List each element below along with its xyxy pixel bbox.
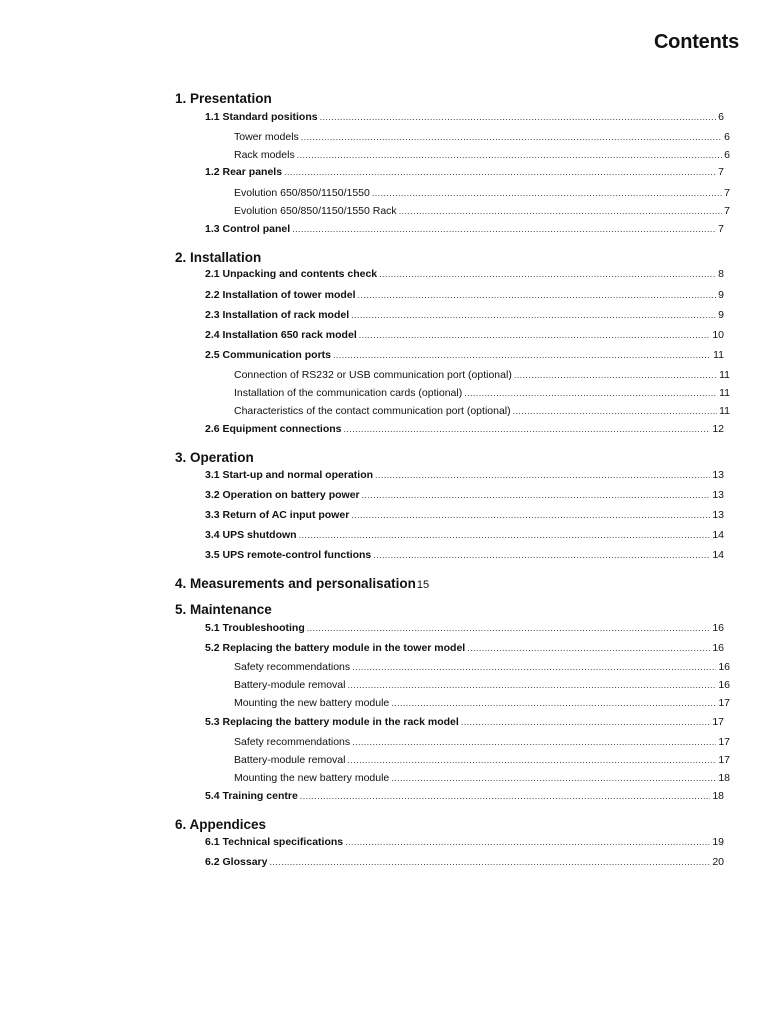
- toc-entry-label: 1.1 Standard positions: [205, 111, 318, 123]
- toc-entry-label: 3.5 UPS remote-control functions: [205, 549, 372, 561]
- toc-page-number: 7: [724, 205, 730, 217]
- toc-page-number: 7: [724, 187, 730, 199]
- toc-entry-label: 2. Installation: [175, 250, 262, 265]
- toc-entry-label: 5. Maintenance: [175, 602, 272, 617]
- toc-entry-label: Safety recommendations: [234, 736, 351, 748]
- toc-page-number: 17: [718, 697, 730, 709]
- toc-entry-label: 3.2 Operation on battery power: [205, 489, 360, 501]
- toc-page-number: 16: [718, 679, 730, 691]
- toc-subsection-entry: [205, 642, 724, 654]
- toc-page-number: 7: [718, 223, 724, 235]
- toc-entry-label: Safety recommendations: [234, 661, 351, 673]
- toc-page-number: 11: [719, 387, 730, 399]
- toc-subsection-entry: [205, 329, 724, 341]
- dot-leader: [351, 510, 710, 520]
- toc-entry-label: 2.1 Unpacking and contents check: [205, 268, 378, 280]
- dot-leader: [464, 388, 717, 398]
- toc-topic-entry: [234, 369, 730, 381]
- toc-entry-label: 3.1 Start-up and normal operation: [205, 469, 374, 481]
- dot-leader: [344, 424, 711, 434]
- toc-entry-label: 5.3 Replacing the battery module in the rack model: [205, 716, 459, 728]
- toc-entry-label: 6. Appendices: [175, 817, 267, 832]
- toc-page-number: 11: [719, 369, 730, 381]
- toc-page-number: 8: [718, 268, 724, 280]
- toc-entry-label: 2.2 Installation of tower model: [205, 289, 356, 301]
- toc-page-number: 20: [712, 856, 724, 868]
- toc-subsection-entry: [205, 549, 724, 561]
- toc-topic-entry: [234, 679, 730, 691]
- dot-leader: [375, 470, 710, 480]
- dot-leader: [467, 643, 710, 653]
- toc-page-number: 19: [712, 836, 724, 848]
- toc-entry-label: Installation of the communication cards (optional): [234, 387, 463, 399]
- toc-topic-entry: [234, 772, 730, 784]
- toc-entry-label: 3.4 UPS shutdown: [205, 529, 297, 541]
- dot-leader: [373, 550, 710, 560]
- dot-leader: [307, 623, 711, 633]
- toc-topic-entry: [234, 754, 730, 766]
- toc-subsection-entry: [205, 836, 724, 848]
- toc-subsection-entry: [205, 469, 724, 481]
- toc-page-number: 13: [712, 509, 724, 521]
- toc-entry-label: Characteristics of the contact communication port (optional): [234, 405, 511, 417]
- toc-page-number: 11: [719, 405, 730, 417]
- dot-leader: [292, 224, 716, 234]
- dot-leader: [345, 837, 710, 847]
- toc-entry-label: 2.3 Installation of rack model: [205, 309, 350, 321]
- toc-entry-label: 3.3 Return of AC input power: [205, 509, 350, 521]
- toc-subsection-entry: [205, 489, 724, 501]
- toc-subsection-entry: [205, 856, 724, 868]
- dot-leader: [300, 791, 711, 801]
- toc-page-number: 16: [718, 661, 730, 673]
- dot-leader: [391, 773, 716, 783]
- toc-subsection-entry: [205, 423, 724, 435]
- dot-leader: [284, 167, 716, 177]
- toc-page-number: 11: [713, 349, 724, 361]
- dot-leader: [362, 490, 711, 500]
- toc-subsection-entry: [205, 309, 724, 321]
- toc-entry-label: Evolution 650/850/1150/1550: [234, 187, 370, 199]
- toc-topic-entry: [234, 149, 730, 161]
- toc-page-number: 17: [712, 716, 724, 728]
- dot-leader: [352, 662, 716, 672]
- toc-page-number: 9: [718, 309, 724, 321]
- page-title: Contents: [653, 31, 739, 53]
- dot-leader: [359, 330, 711, 340]
- dot-leader: [399, 206, 722, 216]
- toc-subsection-entry: [205, 349, 724, 361]
- toc-page-number: 13: [712, 469, 724, 481]
- toc-subsection-entry: [205, 716, 724, 728]
- toc-entry-label: Battery-module removal: [234, 679, 346, 691]
- dot-leader: [352, 737, 716, 747]
- toc-subsection-entry: [205, 622, 724, 634]
- toc-entry-label: 5.1 Troubleshooting: [205, 622, 305, 634]
- toc-section-heading: [175, 250, 595, 265]
- toc-subsection-entry: [205, 111, 724, 123]
- toc-page-number: 15: [416, 579, 430, 591]
- toc-entry-label: 4. Measurements and personalisation: [175, 576, 416, 591]
- dot-leader: [269, 857, 710, 867]
- toc-subsection-entry: [205, 166, 724, 178]
- dot-leader: [299, 530, 711, 540]
- toc-page-number: 14: [712, 529, 724, 541]
- toc-subsection-entry: [205, 268, 724, 280]
- dot-leader: [461, 717, 710, 727]
- toc-page-number: 17: [718, 736, 730, 748]
- toc-page-number: 18: [712, 790, 724, 802]
- toc-section-heading: [175, 450, 595, 465]
- toc-subsection-entry: [205, 289, 724, 301]
- dot-leader: [347, 680, 716, 690]
- dot-leader: [513, 406, 717, 416]
- toc-page-number: 16: [712, 622, 724, 634]
- toc-subsection-entry: [205, 529, 724, 541]
- toc-entry-label: 1. Presentation: [175, 91, 272, 106]
- toc-entry-label: 6.2 Glossary: [205, 856, 268, 868]
- toc-page-number: 14: [712, 549, 724, 561]
- toc-page-number: 6: [718, 111, 724, 123]
- toc-page-number: 10: [712, 329, 724, 341]
- toc-page-number: 9: [718, 289, 724, 301]
- toc-section-heading: [175, 91, 595, 106]
- toc-entry-label: 6.1 Technical specifications: [205, 836, 344, 848]
- toc-entry-label: 2.4 Installation 650 rack model: [205, 329, 357, 341]
- toc-entry-label: 5.4 Training centre: [205, 790, 298, 802]
- toc-page-number: 16: [712, 642, 724, 654]
- toc-page-number: 18: [718, 772, 730, 784]
- toc-subsection-entry: [205, 223, 724, 235]
- toc-entry-label: 1.2 Rear panels: [205, 166, 283, 178]
- toc-entry-label: 1.3 Control panel: [205, 223, 291, 235]
- toc-entry-label: Connection of RS232 or USB communication port (optional): [234, 369, 512, 381]
- toc-topic-entry: [234, 131, 730, 143]
- toc-page-number: 13: [712, 489, 724, 501]
- dot-leader: [391, 698, 716, 708]
- dot-leader: [347, 755, 716, 765]
- toc-entry-label: 3. Operation: [175, 450, 254, 465]
- dot-leader: [379, 269, 716, 279]
- toc-page-number: 12: [712, 423, 724, 435]
- toc-entry-label: Rack models: [234, 149, 295, 161]
- toc-section-heading: [175, 576, 595, 591]
- toc-topic-entry: [234, 205, 730, 217]
- dot-leader: [320, 112, 717, 122]
- toc-page-number: 7: [718, 166, 724, 178]
- toc-entry-label: 5.2 Replacing the battery module in the tower model: [205, 642, 466, 654]
- dot-leader: [333, 350, 711, 360]
- toc-entry-label: Tower models: [234, 131, 299, 143]
- toc-page-number: 17: [718, 754, 730, 766]
- toc-topic-entry: [234, 387, 730, 399]
- toc-page-number: 6: [724, 149, 730, 161]
- toc-entry-label: Evolution 650/850/1150/1550 Rack: [234, 205, 397, 217]
- toc-topic-entry: [234, 187, 730, 199]
- toc-section-heading: [175, 817, 595, 832]
- toc-topic-entry: [234, 661, 730, 673]
- toc-entry-label: 2.5 Communication ports: [205, 349, 332, 361]
- toc-page-number: 6: [724, 131, 730, 143]
- dot-leader: [301, 132, 722, 142]
- toc-entry-label: Battery-module removal: [234, 754, 346, 766]
- toc-section-heading: [175, 602, 595, 617]
- toc-topic-entry: [234, 405, 730, 417]
- dot-leader: [297, 150, 722, 160]
- dot-leader: [514, 370, 717, 380]
- dot-leader: [351, 310, 716, 320]
- toc-topic-entry: [234, 697, 730, 709]
- dot-leader: [372, 188, 722, 198]
- toc-topic-entry: [234, 736, 730, 748]
- toc-entry-label: Mounting the new battery module: [234, 697, 390, 709]
- toc-entry-label: Mounting the new battery module: [234, 772, 390, 784]
- dot-leader: [358, 290, 717, 300]
- toc-subsection-entry: [205, 790, 724, 802]
- toc-subsection-entry: [205, 509, 724, 521]
- toc-entry-label: 2.6 Equipment connections: [205, 423, 342, 435]
